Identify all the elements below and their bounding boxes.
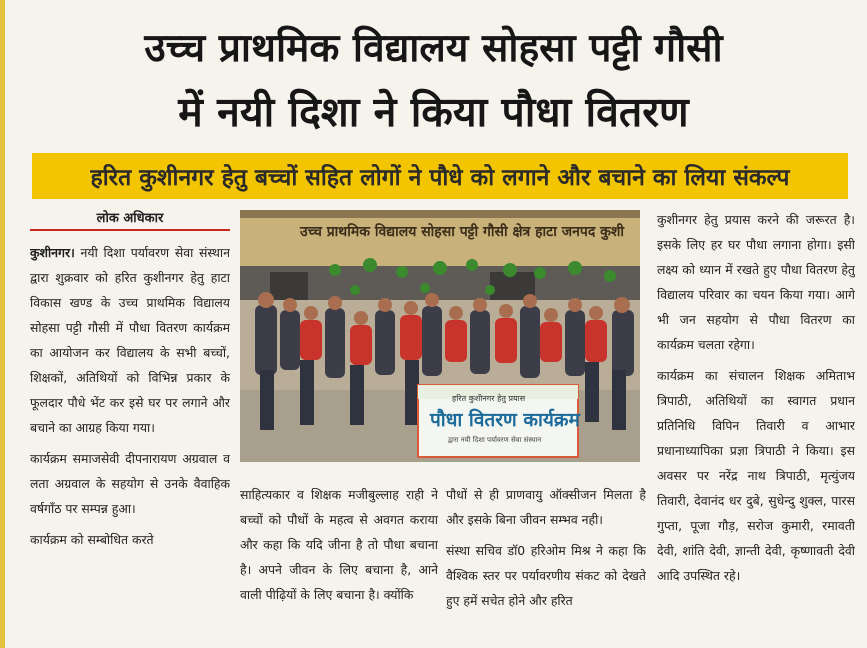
paragraph-text: नयी दिशा पर्यावरण सेवा संस्थान द्वारा शुक्रवार को हरित कुशीनगर हेतु हाटा विकास खण्ड के उच्च प्राथमिक विद्यालय सोहसा पट्टी गौसी में पौधा वितरण कार्यक्रम का आयोजन कर विद्यालय के सभी बच्चों, शिक्षकों, अतिथियों को विभिन्न प्रकार के फूलदार पौधे भेंट कर इसे घर पर लगाने और बचाने का आग्रह किया गया। bbox=[30, 245, 230, 435]
paragraph: कार्यक्रम समाजसेवी दीपनारायण अग्रवाल व लता अग्रवाल के सहयोग से उनके वैवाहिक वर्षगाँठ पर सम्पन्न हुआ। bbox=[30, 451, 230, 516]
article-column-right bbox=[657, 207, 855, 637]
paragraph: पौधों से ही प्राणवायु ऑक्सीजन मिलता है और इसके बिना जीवन सम्भव नही। bbox=[446, 487, 646, 527]
article-column-mid-2 bbox=[446, 482, 646, 637]
photo-wall-sign: उच्च प्राथमिक विद्यालय सोहसा पट्टी गौसी क्षेत्र हाटा जनपद कुशी bbox=[300, 224, 625, 240]
photo-banner-title: पौधा वितरण कार्यक्रम bbox=[430, 409, 580, 431]
subheadline: हरित कुशीनगर हेतु बच्चों सहित लोगों ने पौधे को लगाने और बचाने का लिया संकल्प bbox=[90, 165, 790, 191]
article-column-left bbox=[30, 240, 230, 635]
dateline-place: कुशीनगर। bbox=[30, 245, 75, 260]
photo-banner-subtitle: द्वारा नयी दिशा पर्यावरण सेवा संस्थान bbox=[448, 436, 542, 444]
paragraph: कुशीनगर हेतु प्रयास करने की जरूरत है। इसके लिए हर घर पौधा लगाना होगा। इसी लक्ष्य को ध्यान में रखते हुए पौधा वितरण हेतु विद्यालय परिवार का चयन किया गया। आगे भी जन सहयोग से पौधा वितरण का कार्यक्रम चलता रहेगा। bbox=[657, 212, 855, 352]
byline: लोक अधिकार bbox=[96, 211, 164, 226]
paragraph: कार्यक्रम को सम्बोधित करते bbox=[30, 532, 154, 547]
article-column-mid-1 bbox=[240, 482, 438, 637]
photo-banner-top: हरित कुशीनगर हेतु प्रयास bbox=[452, 394, 526, 403]
headline-line-1: उच्च प्राथमिक विद्यालय सोहसा पट्टी गौसी bbox=[144, 26, 723, 71]
paragraph: कार्यक्रम का संचालन शिक्षक अमिताभ त्रिपाठी, अतिथियों का स्वागत प्रधान प्रतिनिधि विपिन तिवारी व आभार प्रधानाध्यापिका प्रज्ञा त्रिपाठी ने किया। इस अवसर पर नरेंद्र नाथ त्रिपाठी, मृत्युंजय तिवारी, देवानंद धर दुबे, सुधेन्दु शुक्ल, पारस गुप्ता, पूजा गौड़, सरोज कुमारी, रमावती देवी, शांति देवी, ज्ञान्ती देवी, कृष्णावती देवी आदि उपस्थित रहे। bbox=[657, 368, 855, 583]
headline-line-2: में नयी दिशा ने किया पौधा वितरण bbox=[178, 88, 689, 136]
paragraph: साहित्यकार व शिक्षक मजीबुल्लाह राही ने बच्चों को पौधों के महत्व से अवगत कराया और कहा कि यदि जीना है तो पौधा बचाना है। अपने जीवन के लिए बचाना है, आने वाली पीढ़ियों के लिए बचाना है। क्योंकि bbox=[240, 487, 438, 602]
subheadline-bar bbox=[32, 153, 848, 199]
paragraph bbox=[30, 240, 230, 440]
byline-rule bbox=[30, 229, 230, 231]
paragraph: संस्था सचिव डॉ0 हरिओम मिश्र ने कहा कि वैश्विक स्तर पर पर्यावरणीय संकट को देखते हुए हमें सचेत होने और हरित bbox=[446, 543, 646, 608]
